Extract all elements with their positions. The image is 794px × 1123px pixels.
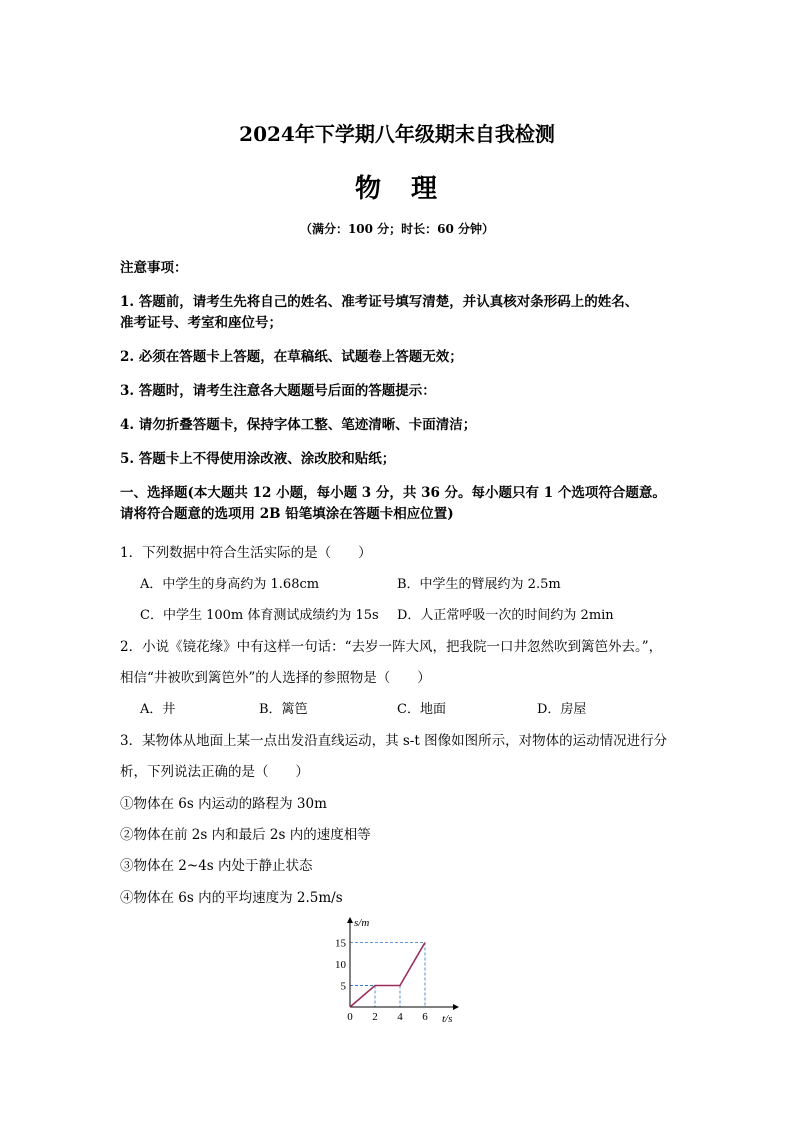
q3-statement-3: ③物体在 2~4s 内处于静止状态 (120, 858, 313, 874)
q2-option-b: B．篱笆 (259, 702, 308, 717)
y-tick-label: 15 (335, 937, 346, 950)
q1-option-b: B．中学生的臂展约为 2.5m (397, 577, 561, 592)
x-axis-label: t/s (442, 1013, 453, 1025)
note-item: 准考证号、考室和座位号； (120, 315, 282, 331)
question-3-stem: 3．某物体从地面上某一点出发沿直线运动，其 s-t 图像如图所示，对物体的运动情况进行分 (120, 733, 668, 749)
q2-option-a: A．井 (140, 702, 176, 717)
st-graph (330, 910, 470, 1025)
exam-meta: （满分：100 分；时长：60 分钟） (299, 222, 495, 236)
question-3-stem-cont: 析，下列说法正确的是（ ） (120, 764, 309, 780)
q1-option-d: D．人正常呼吸一次的时间约为 2min (397, 608, 614, 623)
q3-statement-2: ②物体在前 2s 内和最后 2s 内的速度相等 (120, 827, 371, 843)
notes-heading: 注意事项： (120, 260, 188, 276)
q3-statement-4: ④物体在 6s 内的平均速度为 2.5m/s (120, 890, 343, 906)
y-axis-label: s/m (354, 917, 370, 929)
q2-option-d: D．房屋 (537, 702, 587, 717)
section-heading: 一、选择题(本大题共 12 小题，每小题 3 分，共 36 分。每小题只有 1 个选项符合题意。 (120, 485, 666, 501)
question-1-stem: 1．下列数据中符合生活实际的是（ ） (120, 545, 372, 561)
st-graph-svg (330, 910, 470, 1025)
section-heading-cont: 请将符合题意的选项用 2B 铅笔填涂在答题卡相应位置) (120, 506, 454, 522)
x-tick-label: 4 (397, 1011, 403, 1023)
q2-option-c: C．地面 (397, 702, 446, 717)
y-tick-label: 5 (340, 980, 346, 993)
note-item: 4. 请勿折叠答题卡，保持字体工整、笔迹清晰、卡面清洁； (120, 417, 477, 433)
exam-title: 2024年下学期八年级期末自我检测 (239, 122, 555, 146)
note-item: 3. 答题时，请考生注意各大题题号后面的答题提示： (120, 383, 436, 399)
note-item: 5. 答题卡上不得使用涂改液、涂改胶和贴纸； (120, 451, 396, 467)
x-tick-label: 2 (372, 1011, 378, 1023)
note-item: 2. 必须在答题卡上答题，在草稿纸、试题卷上答题无效； (120, 349, 463, 365)
x-tick-label: 6 (422, 1011, 428, 1023)
x-tick-label: 0 (347, 1011, 353, 1023)
y-tick-label: 10 (335, 959, 346, 971)
question-2-stem-cont: 相信“井被吹到篱笆外”的人选择的参照物是（ ） (120, 670, 431, 686)
series-line (350, 943, 425, 1008)
q1-option-a: A．中学生的身高约为 1.68cm (140, 577, 320, 592)
note-item: 1. 答题前，请考生先将自己的姓名、准考证号填写清楚，并认真核对条形码上的姓名、 (120, 294, 639, 310)
q3-statement-1: ①物体在 6s 内运动的路程为 30m (120, 796, 327, 812)
subject-title: 物 理 (354, 174, 439, 204)
q1-option-c: C．中学生 100m 体育测试成绩约为 15s (140, 608, 379, 623)
question-2-stem: 2．小说《镜花缘》中有这样一句话：“去岁一阵大风，把我院一口井忽然吹到篱笆外去。”， (120, 639, 663, 655)
